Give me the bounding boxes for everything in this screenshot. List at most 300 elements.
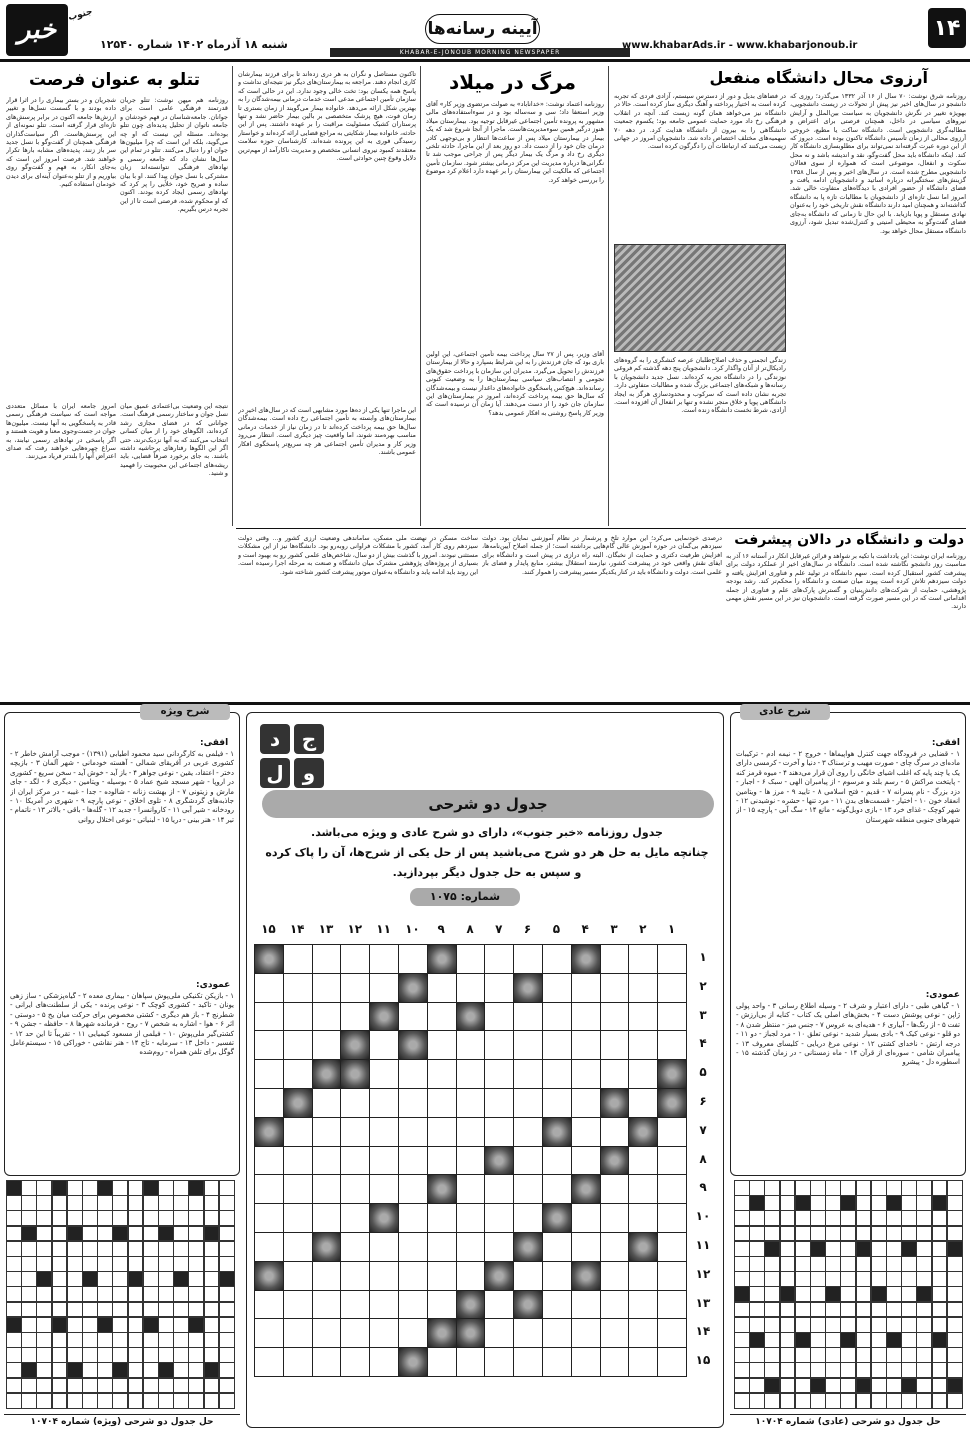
crossword-cell[interactable] (254, 1347, 284, 1377)
answer-cell (886, 1271, 902, 1287)
crossword-cell[interactable] (513, 1290, 543, 1320)
answer-cell (52, 1195, 68, 1211)
article-body: زندگی انجمنی و حذف اصلاح‌طلبان عرصه کنشگری را به گروه‌های رادیکال‌تر از آنان واگذار کرد. دانشجویان پنج دهه گذشته کم فروغی نوزندگی را در دانشگاه تجربه کرده‌اند. نسل جدید دانشجویان با رسانه‌ها و شبکه‌های اجتماعی بزرگ شده و مطالبات متفاوتی دارد. تجربه نشان داده است که سرکوب و محدودسازی هرگز به ایجاد دانشگاهی پویا و خلاق منجر نشده و تنها بر انفعال آن افزوده است. آزادی، شرط نخست دانشگاه زنده است. (614, 356, 786, 415)
crossword-cell[interactable] (312, 1290, 342, 1320)
crossword-cell[interactable] (542, 1261, 572, 1291)
crossword-cell[interactable] (628, 1261, 658, 1291)
crossword-cell[interactable] (312, 1030, 342, 1060)
crossword-cell[interactable] (456, 1030, 486, 1060)
crossword-cell[interactable] (571, 1088, 601, 1118)
answer-cell (764, 1286, 780, 1302)
crossword-cell[interactable] (427, 1117, 457, 1147)
crossword-cell[interactable] (484, 1117, 514, 1147)
crossword-cell[interactable] (600, 1290, 630, 1320)
crossword-cell[interactable] (254, 1059, 284, 1089)
crossword-cell[interactable] (542, 1146, 572, 1176)
answer-cell (128, 1241, 144, 1257)
crossword-cell[interactable] (628, 1030, 658, 1060)
crossword-cell[interactable] (571, 1059, 601, 1089)
answer-cell (734, 1378, 750, 1394)
crossword-cell[interactable] (283, 1174, 313, 1204)
crossword-cell[interactable] (369, 1174, 399, 1204)
crossword-cell[interactable] (657, 973, 687, 1003)
crossword-cell[interactable] (369, 1002, 399, 1032)
crossword-cell[interactable] (283, 1232, 313, 1262)
crossword-cell[interactable] (398, 1146, 428, 1176)
crossword-cell[interactable] (456, 1174, 486, 1204)
answer-cell (749, 1241, 765, 1257)
answer-cell (932, 1195, 948, 1211)
crossword-cell[interactable] (283, 944, 313, 974)
answer-cell (932, 1362, 948, 1378)
crossword-cell[interactable] (340, 1117, 370, 1147)
crossword-cell[interactable] (283, 1088, 313, 1118)
crossword-cell[interactable] (571, 1347, 601, 1377)
crossword-cell[interactable] (427, 1002, 457, 1032)
crossword-cell[interactable] (369, 1059, 399, 1089)
crossword-cell[interactable] (456, 1002, 486, 1032)
crossword-cell[interactable] (427, 973, 457, 1003)
crossword-cell[interactable] (398, 1117, 428, 1147)
crossword-cell[interactable] (657, 1347, 687, 1377)
crossword-cell[interactable] (340, 1261, 370, 1291)
crossword-cell[interactable] (513, 1088, 543, 1118)
crossword-cell[interactable] (283, 1146, 313, 1176)
crossword-cell[interactable] (513, 1059, 543, 1089)
crossword-cell[interactable] (312, 1347, 342, 1377)
crossword-cell[interactable] (427, 1232, 457, 1262)
crossword-cell[interactable] (456, 973, 486, 1003)
answer-cell (112, 1271, 128, 1287)
crossword-cell[interactable] (254, 973, 284, 1003)
crossword-cell[interactable] (600, 1059, 630, 1089)
crossword-cell[interactable] (513, 1030, 543, 1060)
answer-cell (67, 1226, 83, 1242)
crossword-cell[interactable] (600, 944, 630, 974)
answer-cell (97, 1210, 113, 1226)
crossword-cell[interactable] (254, 1088, 284, 1118)
crossword-cell[interactable] (340, 1146, 370, 1176)
crossword-cell[interactable] (571, 1232, 601, 1262)
crossword-cell[interactable] (657, 1261, 687, 1291)
crossword-cell[interactable] (340, 1290, 370, 1320)
crossword-cell[interactable] (254, 944, 284, 974)
crossword-cell[interactable] (312, 1117, 342, 1147)
crossword-cell[interactable] (456, 1318, 486, 1348)
crossword-cell[interactable] (283, 1117, 313, 1147)
crossword-cell[interactable] (542, 1117, 572, 1147)
crossword-cell[interactable] (283, 1203, 313, 1233)
crossword-cell[interactable] (484, 1261, 514, 1291)
crossword-cell[interactable] (283, 1030, 313, 1060)
crossword-cell[interactable] (254, 1203, 284, 1233)
crossword-cell[interactable] (398, 1059, 428, 1089)
crossword-cell[interactable] (657, 1030, 687, 1060)
crossword-cell[interactable] (600, 1203, 630, 1233)
crossword-cell[interactable] (600, 973, 630, 1003)
crossword-cell[interactable] (340, 1174, 370, 1204)
crossword-cell[interactable] (369, 944, 399, 974)
crossword-cell[interactable] (628, 1088, 658, 1118)
crossword-cell[interactable] (340, 1088, 370, 1118)
answer-cell (128, 1332, 144, 1348)
website-links[interactable]: www.khabarAds.ir - www.khabarjonoub.ir (622, 40, 858, 51)
column-number: ۱۴ (289, 922, 305, 936)
answer-cell (21, 1378, 37, 1394)
crossword-cell[interactable] (312, 1059, 342, 1089)
crossword-cell[interactable] (283, 1347, 313, 1377)
crossword-cell[interactable] (600, 1318, 630, 1348)
crossword-cell[interactable] (398, 1232, 428, 1262)
article-title[interactable]: دولت و دانشگاه در دالان پیشرفت (734, 532, 964, 548)
crossword-cell[interactable] (513, 1002, 543, 1032)
crossword-cell[interactable] (254, 1117, 284, 1147)
crossword-cell[interactable] (456, 1261, 486, 1291)
crossword-cell[interactable] (369, 1318, 399, 1348)
crossword-cell[interactable] (571, 944, 601, 974)
answer-cell (825, 1393, 841, 1409)
crossword-cell[interactable] (513, 1232, 543, 1262)
crossword-cell[interactable] (312, 1174, 342, 1204)
crossword-cell[interactable] (427, 1030, 457, 1060)
crossword-cell[interactable] (484, 1030, 514, 1060)
crossword-cell[interactable] (312, 973, 342, 1003)
crossword-cell[interactable] (542, 1002, 572, 1032)
crossword-cell[interactable] (427, 1318, 457, 1348)
crossword-cell[interactable] (657, 1002, 687, 1032)
crossword-cell[interactable] (340, 1030, 370, 1060)
crossword-cell[interactable] (484, 1146, 514, 1176)
crossword-cell[interactable] (600, 1088, 630, 1118)
crossword-cell[interactable] (398, 1203, 428, 1233)
crossword-cell[interactable] (369, 1030, 399, 1060)
answer-cell (916, 1332, 932, 1348)
crossword-cell[interactable] (369, 1261, 399, 1291)
answer-cell (128, 1286, 144, 1302)
crossword-cell[interactable] (340, 1347, 370, 1377)
clues-special-tab[interactable]: شرح ویژه (140, 704, 230, 720)
crossword-cell[interactable] (571, 973, 601, 1003)
crossword-cell[interactable] (312, 944, 342, 974)
crossword-cell[interactable] (657, 1318, 687, 1348)
crossword-cell[interactable] (369, 973, 399, 1003)
crossword-cell[interactable] (312, 1261, 342, 1291)
answer-cell (97, 1286, 113, 1302)
crossword-cell[interactable] (427, 1290, 457, 1320)
crossword-cell[interactable] (254, 1261, 284, 1291)
crossword-cell[interactable] (571, 1203, 601, 1233)
answer-cell (128, 1195, 144, 1211)
crossword-cell[interactable] (283, 1261, 313, 1291)
answer-cell (810, 1210, 826, 1226)
crossword-cell[interactable] (513, 1203, 543, 1233)
crossword-cell[interactable] (398, 1347, 428, 1377)
crossword-cell[interactable] (542, 1030, 572, 1060)
article-title[interactable]: مرگ در میلاد (448, 70, 576, 94)
answer-cell (856, 1302, 872, 1318)
answer-cell (734, 1347, 750, 1363)
crossword-main-grid[interactable] (254, 944, 686, 1376)
article-title[interactable]: آرزوی محال دانشگاه منفعل (709, 68, 928, 87)
crossword-cell[interactable] (628, 1290, 658, 1320)
crossword-cell[interactable] (340, 1002, 370, 1032)
crossword-cell[interactable] (571, 1290, 601, 1320)
crossword-cell[interactable] (657, 1059, 687, 1089)
row-number: ۷ (699, 1122, 707, 1137)
answer-cell (82, 1347, 98, 1363)
answer-cell (219, 1271, 235, 1287)
crossword-cell[interactable] (254, 1002, 284, 1032)
answer-cell (82, 1362, 98, 1378)
crossword-cell[interactable] (571, 1030, 601, 1060)
crossword-cell[interactable] (340, 944, 370, 974)
answer-cell (734, 1393, 750, 1409)
crossword-cell[interactable] (369, 1347, 399, 1377)
answer-cell (6, 1317, 22, 1333)
crossword-cell[interactable] (398, 1174, 428, 1204)
crossword-cell[interactable] (398, 1318, 428, 1348)
crossword-cell[interactable] (542, 1232, 572, 1262)
answer-cell (21, 1210, 37, 1226)
crossword-cell[interactable] (628, 944, 658, 974)
crossword-cell[interactable] (484, 1318, 514, 1348)
crossword-cell[interactable] (571, 1117, 601, 1147)
crossword-cell[interactable] (254, 1232, 284, 1262)
crossword-cell[interactable] (340, 1232, 370, 1262)
crossword-cell[interactable] (456, 1290, 486, 1320)
crossword-cell[interactable] (513, 1174, 543, 1204)
answer-cell (97, 1393, 113, 1409)
crossword-cell[interactable] (398, 1030, 428, 1060)
answer-cell (795, 1347, 811, 1363)
crossword-cell[interactable] (398, 1002, 428, 1032)
crossword-cell[interactable] (628, 1146, 658, 1176)
crossword-cell[interactable] (456, 1059, 486, 1089)
crossword-cell[interactable] (513, 973, 543, 1003)
crossword-cell[interactable] (456, 1146, 486, 1176)
crossword-cell[interactable] (628, 973, 658, 1003)
crossword-cell[interactable] (369, 1146, 399, 1176)
crossword-cell[interactable] (657, 1146, 687, 1176)
answer-cell (947, 1362, 963, 1378)
crossword-cell[interactable] (571, 1002, 601, 1032)
article-body: شجریان و در بستر بیماری را در اثرا قرار داده بودند و با گسست نسل‌ها و تغییر ارزش‌ها جامعه اکنون در برابر پرسش‌های تازه‌ای قرار گرفته است. تتلو نمونه‌ای از این پرسش‌هاست. اگر سیاست‌گذاران فرهنگی همچنان از گفت‌وگو با نسل جدید سر باز زنند، پدیده‌های مشابه بارها تکرار خواهند شد. فرصت امروز این است که به‌جای انکار، به فهم و گفت‌وگو روی بیاوریم و از تتلو به‌عنوان آینه‌ای برای دیدن خودمان استفاده کنیم. (6, 96, 116, 189)
crossword-cell[interactable] (484, 1203, 514, 1233)
answer-cell (219, 1180, 235, 1196)
crossword-cell[interactable] (312, 1088, 342, 1118)
answer-cell (825, 1378, 841, 1394)
answer-cell (856, 1347, 872, 1363)
answer-cell (825, 1347, 841, 1363)
answer-cell (795, 1271, 811, 1287)
answer-cell (947, 1180, 963, 1196)
crossword-cell[interactable] (283, 1059, 313, 1089)
column-number: ۱ (667, 922, 676, 936)
crossword-cell[interactable] (427, 1174, 457, 1204)
crossword-cell[interactable] (254, 1290, 284, 1320)
crossword-cell[interactable] (312, 1318, 342, 1348)
crossword-cell[interactable] (369, 1117, 399, 1147)
crossword-cell[interactable] (513, 944, 543, 974)
crossword-cell[interactable] (484, 1347, 514, 1377)
crossword-cell[interactable] (571, 1318, 601, 1348)
article-title[interactable]: تتلو به عنوان فرصت (28, 70, 200, 90)
crossword-cell[interactable] (398, 1290, 428, 1320)
crossword-cell[interactable] (657, 944, 687, 974)
crossword-cell[interactable] (657, 1174, 687, 1204)
crossword-cell[interactable] (542, 1290, 572, 1320)
crossword-cell[interactable] (340, 973, 370, 1003)
crossword-cell[interactable] (628, 1117, 658, 1147)
crossword-cell[interactable] (456, 1232, 486, 1262)
down-clues: ۱ - بازیکن تکنیکی ملی‌پوش سپاهان - بیماری معده ۲ - گیاه‌پزشکی - ساز زهی یونان - تاکید - کشوری کوچک ۳ - نوعی پرنده - یکی از سلطنت‌های ایرانی - شطرنج ۴ - باز هم دیگری - کشتی مخصوص برای حرکت میان یخ ۵ - دوستی - اثر ۶ - هوا - اشاره به شخص ۷ - روح - فرمانده شهرها ۸ - حافظه - جشن ۹ - کشتی‌گیر ملی‌پوش ۱۰ - فیلمی از مسعود کیمیایی ۱۱ - تقریباً تا این حد ۱۲ - تفسیر - داخل ۱۳ - سرمایه - تاج ۱۴ - هنر نقاشی - خوراکی ۱۵ - سیستم‌عامل گوگل برای تلفن همراه - روم‌شده (10, 992, 234, 1057)
crossword-cell[interactable] (657, 1117, 687, 1147)
crossword-cell[interactable] (657, 1290, 687, 1320)
crossword-cell[interactable] (628, 1318, 658, 1348)
answer-cell (219, 1286, 235, 1302)
answer-cell (932, 1226, 948, 1242)
answer-cell (67, 1241, 83, 1257)
answer-cell (764, 1347, 780, 1363)
crossword-cell[interactable] (398, 1088, 428, 1118)
crossword-cell[interactable] (484, 1232, 514, 1262)
crossword-cell[interactable] (542, 1203, 572, 1233)
crossword-cell[interactable] (484, 1174, 514, 1204)
crossword-cell[interactable] (484, 1088, 514, 1118)
crossword-cell[interactable] (513, 1117, 543, 1147)
crossword-cell[interactable] (542, 973, 572, 1003)
answer-cell (871, 1210, 887, 1226)
crossword-cell[interactable] (628, 1203, 658, 1233)
crossword-cell[interactable] (283, 973, 313, 1003)
answer-cell (780, 1180, 796, 1196)
answer-cell (112, 1226, 128, 1242)
crossword-cell[interactable] (340, 1059, 370, 1089)
crossword-cell[interactable] (657, 1232, 687, 1262)
crossword-cell[interactable] (542, 1318, 572, 1348)
crossword-cell[interactable] (600, 1030, 630, 1060)
crossword-cell[interactable] (484, 1059, 514, 1089)
crossword-cell[interactable] (398, 1261, 428, 1291)
answer-cell (128, 1210, 144, 1226)
crossword-cell[interactable] (254, 1318, 284, 1348)
crossword-cell[interactable] (571, 1261, 601, 1291)
crossword-cell[interactable] (340, 1203, 370, 1233)
crossword-cell[interactable] (600, 1261, 630, 1291)
crossword-cell[interactable] (628, 1059, 658, 1089)
answer-cell (916, 1210, 932, 1226)
answer-cell (6, 1241, 22, 1257)
crossword-cell[interactable] (628, 1002, 658, 1032)
crossword-cell[interactable] (456, 1347, 486, 1377)
answer-cell (886, 1362, 902, 1378)
crossword-cell[interactable] (657, 1203, 687, 1233)
crossword-cell[interactable] (312, 1002, 342, 1032)
crossword-cell[interactable] (600, 1002, 630, 1032)
crossword-cell[interactable] (542, 1174, 572, 1204)
crossword-cell[interactable] (312, 1146, 342, 1176)
answer-cell (6, 1271, 22, 1287)
answer-cell (219, 1317, 235, 1333)
crossword-cell[interactable] (484, 1002, 514, 1032)
answer-cell (173, 1271, 189, 1287)
crossword-cell[interactable] (456, 1203, 486, 1233)
crossword-cell[interactable] (542, 1059, 572, 1089)
answer-cell (173, 1256, 189, 1272)
crossword-cell[interactable] (600, 1146, 630, 1176)
answer-cell (36, 1332, 52, 1348)
crossword-cell[interactable] (657, 1088, 687, 1118)
crossword-cell[interactable] (312, 1203, 342, 1233)
crossword-cell[interactable] (254, 1174, 284, 1204)
crossword-cell[interactable] (369, 1088, 399, 1118)
crossword-cell[interactable] (628, 1232, 658, 1262)
clues-normal-tab[interactable]: شرح عادی (740, 704, 830, 720)
crossword-cell[interactable] (628, 1174, 658, 1204)
crossword-cell[interactable] (398, 973, 428, 1003)
crossword-cell[interactable] (254, 1030, 284, 1060)
answer-cell (795, 1362, 811, 1378)
answer-cell (97, 1195, 113, 1211)
crossword-cell[interactable] (600, 1174, 630, 1204)
crossword-cell[interactable] (254, 1146, 284, 1176)
answer-cell (825, 1317, 841, 1333)
crossword-cell[interactable] (283, 1002, 313, 1032)
crossword-cell[interactable] (369, 1203, 399, 1233)
crossword-cell[interactable] (513, 1347, 543, 1377)
crossword-cell[interactable] (427, 1146, 457, 1176)
answer-cell (932, 1256, 948, 1272)
crossword-cell[interactable] (628, 1347, 658, 1377)
crossword-cell[interactable] (283, 1318, 313, 1348)
answer-cell (886, 1180, 902, 1196)
crossword-cell[interactable] (542, 1347, 572, 1377)
crossword-cell[interactable] (600, 1347, 630, 1377)
answer-cell (871, 1317, 887, 1333)
crossword-cell[interactable] (600, 1232, 630, 1262)
crossword-cell[interactable] (427, 1059, 457, 1089)
crossword-cell[interactable] (542, 944, 572, 974)
crossword-cell[interactable] (600, 1117, 630, 1147)
crossword-cell[interactable] (369, 1290, 399, 1320)
crossword-cell[interactable] (427, 1088, 457, 1118)
crossword-cell[interactable] (312, 1232, 342, 1262)
crossword-cell[interactable] (427, 1261, 457, 1291)
crossword-cell[interactable] (571, 1174, 601, 1204)
crossword-cell[interactable] (571, 1146, 601, 1176)
crossword-cell[interactable] (484, 973, 514, 1003)
crossword-cell[interactable] (340, 1318, 370, 1348)
crossword-cell[interactable] (456, 1117, 486, 1147)
crossword-cell[interactable] (513, 1261, 543, 1291)
answer-cell (6, 1286, 22, 1302)
crossword-cell[interactable] (427, 1203, 457, 1233)
crossword-cell[interactable] (456, 1088, 486, 1118)
crossword-cell[interactable] (427, 1347, 457, 1377)
crossword-cell[interactable] (484, 944, 514, 974)
crossword-cell[interactable] (542, 1088, 572, 1118)
crossword-cell[interactable] (456, 944, 486, 974)
crossword-cell[interactable] (283, 1290, 313, 1320)
crossword-cell[interactable] (513, 1146, 543, 1176)
newspaper-logo[interactable]: خبر (6, 4, 68, 56)
crossword-cell[interactable] (369, 1232, 399, 1262)
crossword-cell[interactable] (513, 1318, 543, 1348)
crossword-cell[interactable] (398, 944, 428, 974)
crossword-cell[interactable] (484, 1290, 514, 1320)
answer-cell (840, 1241, 856, 1257)
crossword-cell[interactable] (427, 944, 457, 974)
